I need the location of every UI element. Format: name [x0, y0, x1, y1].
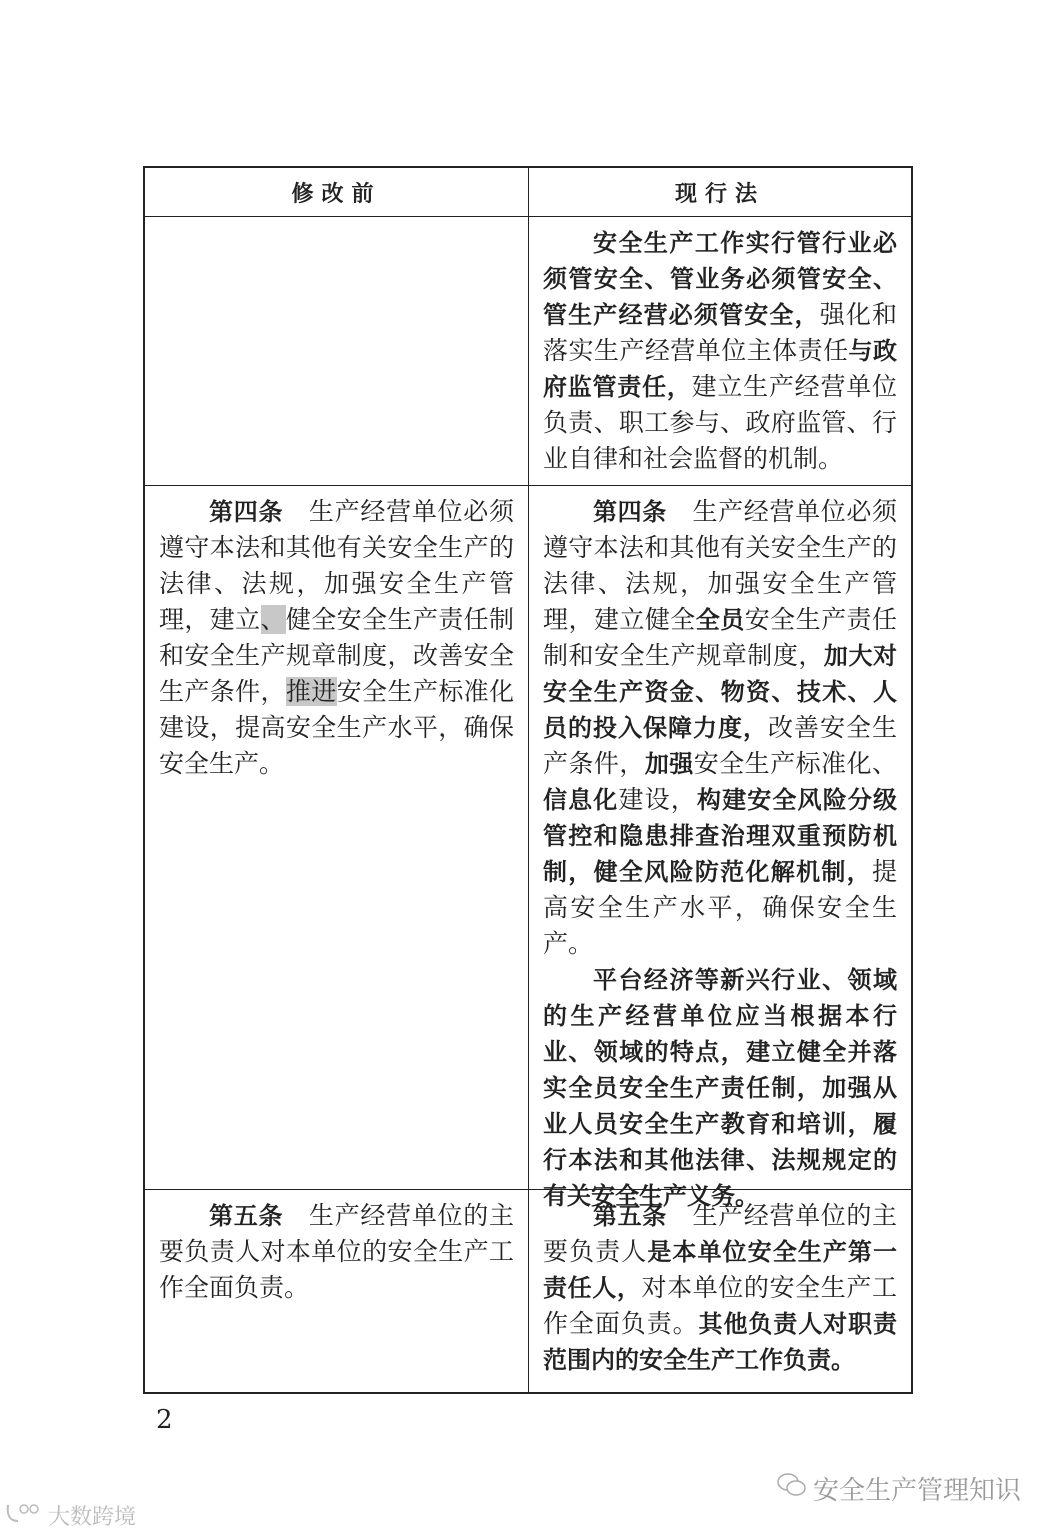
wechat-icon [777, 1472, 807, 1505]
table-row [145, 216, 911, 485]
cell-after [528, 486, 911, 1210]
cell-before [145, 1190, 528, 1392]
text: 对本单位的安全生产工作全面负责。 [543, 1273, 897, 1338]
cell-before [145, 217, 528, 485]
bold-text: 第四条 [593, 498, 667, 526]
cell-after [528, 217, 911, 485]
highlighted-text: 、 [260, 605, 286, 634]
text: 安全生产标准化建设，提高安全生产水平，确保安全生产。 [159, 677, 514, 778]
comparison-table [143, 166, 913, 1394]
paragraph [543, 225, 897, 477]
bold-text: 第五条 [209, 1202, 284, 1230]
text: 安全生产标准化、 [693, 749, 897, 778]
watermark-text: 大数跨境 [48, 1505, 137, 1530]
bold-text: 全员 [695, 606, 745, 634]
bold-text: 加强 [644, 750, 694, 778]
paragraph [543, 1198, 897, 1378]
text: 提高安全生产水平，确保安全生产。 [543, 857, 897, 958]
text: 建立生产经营单位负责、职工参与、政府监管、行业自律和社会监督的机制。 [543, 372, 897, 473]
table-row [145, 485, 911, 1210]
watermark-text: 安全生产管理知识 [812, 1476, 1021, 1506]
logo-icon [4, 1501, 44, 1531]
highlighted-text: 推进 [285, 677, 337, 706]
text: 生产经营单位的主要负责人 [543, 1201, 897, 1266]
header-before: 修改前 [291, 181, 382, 207]
cell-after [528, 1190, 911, 1392]
bold-text: 构建安全风险分级管控和隐患排查治理双重预防机制，健全风险防范化解机制， [543, 786, 898, 886]
bold-text: 第四条 [209, 498, 284, 526]
text: 生产经营单位的主要负责人对本单位的安全生产工作全面负责。 [159, 1201, 514, 1302]
text: 生产经营单位必须遵守本法和其他有关安全生产的法律、法规，加强安全生产管理，建立健全 [543, 497, 897, 634]
bold-text: 平台经济等新兴行业、领域的生产经营单位应当根据本行业、领域的特点，建立健全并落实全员安全生产责任制，加强从业人员安全生产教育和培训，履行本法和其他法律、法规规定的有关安全生产义务。 [543, 966, 897, 1210]
table-header [145, 168, 911, 216]
bold-text: 加大对安全生产资金、物资、技术、人员的投入保障力度， [543, 642, 897, 742]
text: 生产经营单位必须遵守本法和其他有关安全生产的法律、法规，加强安全生产管理，建立 [159, 497, 514, 634]
bold-text: 信息化 [543, 786, 619, 814]
paragraph [159, 494, 514, 782]
cell-before [145, 486, 528, 1189]
paragraph [543, 962, 897, 1214]
text: 健全安全生产责任制和安全生产规章制度，改善安全生产条件， [159, 605, 514, 706]
bold-text: 与政府监管责任， [543, 337, 897, 401]
bold-text: 第五条 [593, 1202, 667, 1230]
text: 改善安全生产条件， [543, 713, 897, 778]
bold-text: 其他负责人对职责范围内的安全生产工作负责。 [543, 1310, 897, 1374]
text: 安全生产责任制和安全生产规章制度， [543, 605, 897, 670]
watermark-left [4, 1500, 136, 1531]
page-number: 2 [156, 1405, 173, 1435]
paragraph [543, 494, 897, 962]
bold-text: 是本单位安全生产第一责任人， [543, 1238, 897, 1302]
table-row [145, 1189, 911, 1392]
paragraph [159, 1198, 514, 1306]
bold-text: 安全生产工作实行管行业必须管安全、管业务必须管安全、管生产经营必须管安全， [543, 229, 897, 329]
watermark-right [777, 1470, 1021, 1507]
text: 建设， [618, 785, 697, 814]
text: 强化和落实生产经营单位主体责任 [543, 300, 897, 365]
header-after: 现行法 [528, 168, 911, 216]
